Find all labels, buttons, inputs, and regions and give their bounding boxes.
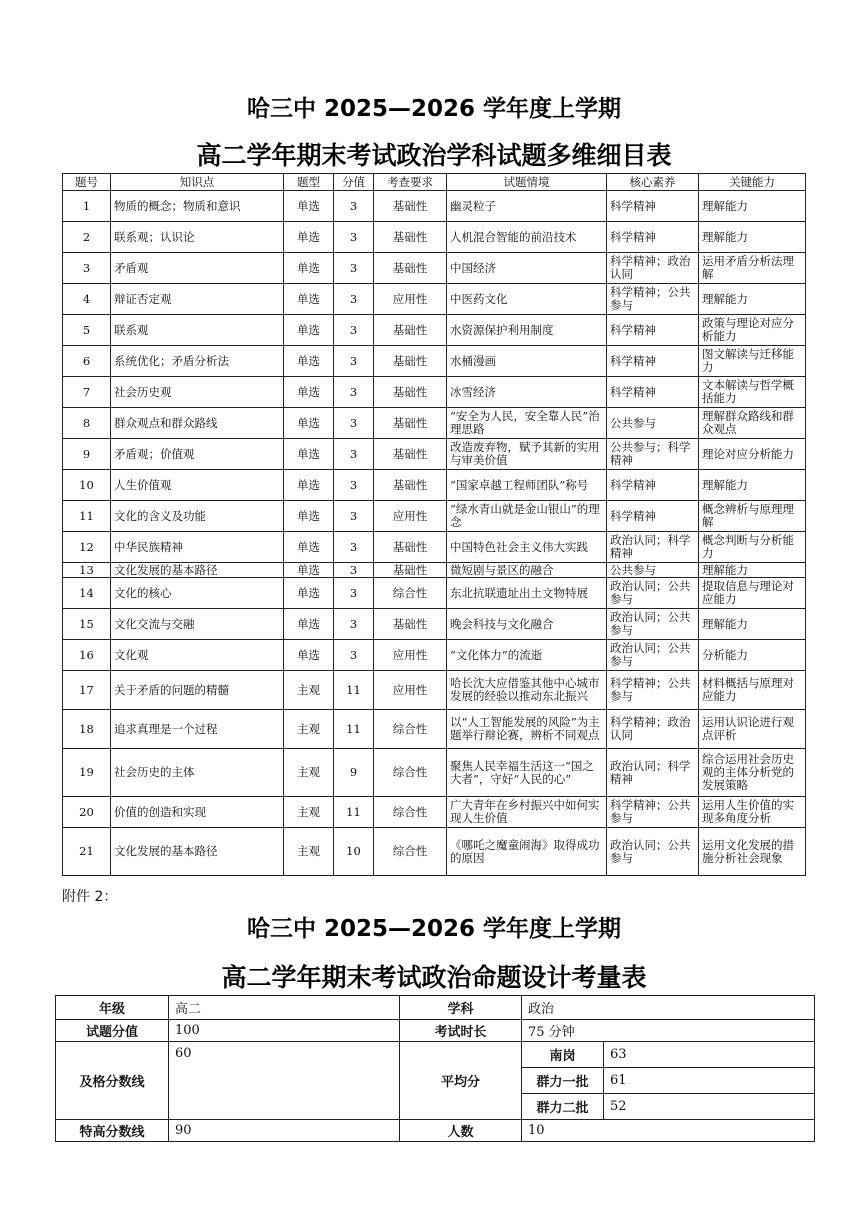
cell-literacy: 政治认同；公共参与 — [607, 828, 699, 876]
avg-value: 52 — [604, 1094, 815, 1120]
cell-ability: 理论对应分析能力 — [699, 439, 806, 470]
cell-ability: 运用矛盾分析法理解 — [699, 253, 806, 284]
cell-type: 单选 — [284, 315, 334, 346]
cell-requirement: 基础性 — [374, 191, 447, 222]
cell-type: 单选 — [284, 408, 334, 439]
cell-knowledge: 矛盾观 — [111, 253, 284, 284]
grade-label: 年级 — [56, 996, 169, 1020]
cell-number: 12 — [63, 532, 111, 563]
high-label: 特高分数线 — [56, 1120, 169, 1142]
cell-score: 3 — [334, 532, 374, 563]
cell-context: 哈长沈大应借鉴其他中心城市发展的经验以推动东北振兴 — [447, 671, 607, 710]
cell-knowledge: 文化的核心 — [111, 578, 284, 609]
cell-literacy: 科学精神；政治认同 — [607, 710, 699, 749]
cell-ability: 图文解读与迁移能力 — [699, 346, 806, 377]
table-row — [63, 749, 806, 797]
cell-type: 主观 — [284, 710, 334, 749]
cell-score: 11 — [334, 710, 374, 749]
design-table — [55, 995, 815, 1142]
cell-requirement: 综合性 — [374, 710, 447, 749]
cell-type: 单选 — [284, 222, 334, 253]
cell-type: 单选 — [284, 532, 334, 563]
cell-literacy: 政治认同；公共参与 — [607, 578, 699, 609]
header-cell: 知识点 — [111, 174, 284, 191]
design-title-line1: 哈三中 2025—2026 学年度上学期 — [246, 916, 622, 942]
cell-ability: 综合运用社会历史观的主体分析党的发展策略 — [699, 749, 806, 797]
cell-requirement: 基础性 — [374, 563, 447, 578]
cell-score: 11 — [334, 671, 374, 710]
cell-ability: 理解能力 — [699, 609, 806, 640]
cell-context: “安全为人民，安全靠人民”治理思路 — [447, 408, 607, 439]
cell-context: 以“人工智能发展的风险”为主题举行辩论赛，辨析不同观点 — [447, 710, 607, 749]
cell-score: 10 — [334, 828, 374, 876]
table-row — [63, 191, 806, 222]
count-value: 10 — [522, 1120, 815, 1142]
cell-number: 16 — [63, 640, 111, 671]
cell-requirement: 综合性 — [374, 797, 447, 828]
cell-context: 中国特色社会主义伟大实践 — [447, 532, 607, 563]
cell-requirement: 基础性 — [374, 315, 447, 346]
cell-knowledge: 矛盾观；价值观 — [111, 439, 284, 470]
cell-type: 单选 — [284, 609, 334, 640]
cell-number: 10 — [63, 470, 111, 501]
cell-ability: 运用人生价值的实现多角度分析 — [699, 797, 806, 828]
table-row — [63, 439, 806, 470]
cell-literacy: 政治认同；公共参与 — [607, 640, 699, 671]
cell-knowledge: 追求真理是一个过程 — [111, 710, 284, 749]
table-row — [63, 563, 806, 578]
cell-requirement: 综合性 — [374, 578, 447, 609]
table-row — [63, 710, 806, 749]
cell-context: 幽灵粒子 — [447, 191, 607, 222]
cell-ability: 提取信息与理论对应能力 — [699, 578, 806, 609]
cell-ability: 政策与理论对应分析能力 — [699, 315, 806, 346]
design-row — [56, 1042, 815, 1068]
cell-score: 3 — [334, 563, 374, 578]
duration-value: 75 分钟 — [522, 1020, 815, 1042]
cell-requirement: 综合性 — [374, 749, 447, 797]
cell-score: 3 — [334, 408, 374, 439]
header-cell: 分值 — [334, 174, 374, 191]
avg-name: 群力二批 — [522, 1094, 604, 1120]
cell-number: 9 — [63, 439, 111, 470]
cell-type: 单选 — [284, 501, 334, 532]
cell-knowledge: 文化交流与交融 — [111, 609, 284, 640]
cell-literacy: 政治认同；公共参与 — [607, 609, 699, 640]
cell-knowledge: 社会历史的主体 — [111, 749, 284, 797]
avg-label: 平均分 — [400, 1042, 522, 1120]
cell-type: 单选 — [284, 191, 334, 222]
cell-score: 3 — [334, 501, 374, 532]
table-row — [63, 284, 806, 315]
cell-literacy: 科学精神 — [607, 191, 699, 222]
cell-requirement: 基础性 — [374, 609, 447, 640]
subject-label: 学科 — [400, 996, 522, 1020]
table-row — [63, 609, 806, 640]
pass-value: 60 — [169, 1042, 400, 1120]
design-row — [56, 1120, 815, 1142]
cell-requirement: 基础性 — [374, 532, 447, 563]
cell-knowledge: 文化发展的基本路径 — [111, 828, 284, 876]
cell-type: 主观 — [284, 828, 334, 876]
cell-score: 3 — [334, 609, 374, 640]
cell-type: 单选 — [284, 346, 334, 377]
cell-context: 水资源保护利用制度 — [447, 315, 607, 346]
cell-knowledge: 中华民族精神 — [111, 532, 284, 563]
high-value: 90 — [169, 1120, 400, 1142]
table-row — [63, 797, 806, 828]
table-row — [63, 377, 806, 408]
cell-context: 中国经济 — [447, 253, 607, 284]
cell-context: 中医药文化 — [447, 284, 607, 315]
table-row — [63, 315, 806, 346]
cell-number: 21 — [63, 828, 111, 876]
count-label: 人数 — [400, 1120, 522, 1142]
header-cell: 题型 — [284, 174, 334, 191]
cell-literacy: 政治认同；科学精神 — [607, 532, 699, 563]
table-row — [63, 408, 806, 439]
cell-knowledge: 联系观 — [111, 315, 284, 346]
cell-number: 7 — [63, 377, 111, 408]
cell-number: 8 — [63, 408, 111, 439]
cell-ability: 运用文化发展的措施分析社会现象 — [699, 828, 806, 876]
table-row — [63, 640, 806, 671]
cell-number: 3 — [63, 253, 111, 284]
avg-value: 63 — [604, 1042, 815, 1068]
cell-ability: 理解能力 — [699, 470, 806, 501]
cell-ability: 分析能力 — [699, 640, 806, 671]
cell-score: 9 — [334, 749, 374, 797]
cell-ability: 理解能力 — [699, 563, 806, 578]
cell-number: 15 — [63, 609, 111, 640]
cell-ability: 文本解读与哲学概括能力 — [699, 377, 806, 408]
cell-knowledge: 社会历史观 — [111, 377, 284, 408]
cell-knowledge: 系统优化；矛盾分析法 — [111, 346, 284, 377]
cell-type: 单选 — [284, 470, 334, 501]
header-cell: 题号 — [63, 174, 111, 191]
header-cell: 试题情境 — [447, 174, 607, 191]
cell-literacy: 科学精神 — [607, 222, 699, 253]
cell-literacy: 科学精神 — [607, 346, 699, 377]
cell-score: 3 — [334, 284, 374, 315]
table-row — [63, 222, 806, 253]
cell-score: 3 — [334, 191, 374, 222]
subject-value: 政治 — [522, 996, 815, 1020]
cell-number: 13 — [63, 563, 111, 578]
avg-value: 61 — [604, 1068, 815, 1094]
attachment-label: 附件 2： — [62, 889, 118, 905]
cell-type: 单选 — [284, 640, 334, 671]
table-header-row — [63, 174, 806, 191]
cell-requirement: 综合性 — [374, 828, 447, 876]
cell-type: 单选 — [284, 439, 334, 470]
score-label: 试题分值 — [56, 1020, 169, 1042]
cell-type: 单选 — [284, 563, 334, 578]
duration-label: 考试时长 — [400, 1020, 522, 1042]
cell-ability: 材料概括与原理对应能力 — [699, 671, 806, 710]
cell-literacy: 科学精神 — [607, 501, 699, 532]
cell-score: 3 — [334, 578, 374, 609]
table-row — [63, 532, 806, 563]
cell-context: “国家卓越工程师团队”称号 — [447, 470, 607, 501]
cell-ability: 理解能力 — [699, 222, 806, 253]
main-title-line1: 哈三中 2025—2026 学年度上学期 — [246, 96, 622, 122]
header-cell: 核心素养 — [607, 174, 699, 191]
cell-ability: 运用认识论进行观点评析 — [699, 710, 806, 749]
cell-number: 5 — [63, 315, 111, 346]
cell-context: “绿水青山就是金山银山”的理念 — [447, 501, 607, 532]
cell-requirement: 基础性 — [374, 222, 447, 253]
cell-knowledge: 物质的概念；物质和意识 — [111, 191, 284, 222]
cell-requirement: 基础性 — [374, 408, 447, 439]
design-row — [56, 1020, 815, 1042]
cell-literacy: 公共参与 — [607, 563, 699, 578]
cell-ability: 概念辨析与原理理解 — [699, 501, 806, 532]
cell-context: 《哪吒之魔童闹海》取得成功的原因 — [447, 828, 607, 876]
cell-knowledge: 辩证否定观 — [111, 284, 284, 315]
cell-score: 3 — [334, 640, 374, 671]
cell-score: 3 — [334, 470, 374, 501]
design-title-line2: 高二学年期末考试政治命题设计考量表 — [221, 963, 647, 992]
table-row — [63, 828, 806, 876]
cell-number: 19 — [63, 749, 111, 797]
cell-literacy: 科学精神；公共参与 — [607, 671, 699, 710]
cell-type: 单选 — [284, 377, 334, 408]
cell-literacy: 科学精神 — [607, 377, 699, 408]
cell-literacy: 科学精神 — [607, 315, 699, 346]
cell-ability: 理解群众路线和群众观点 — [699, 408, 806, 439]
cell-literacy: 科学精神；公共参与 — [607, 797, 699, 828]
cell-ability: 理解能力 — [699, 191, 806, 222]
cell-number: 18 — [63, 710, 111, 749]
table-row — [63, 501, 806, 532]
table-row — [63, 671, 806, 710]
header-cell: 考查要求 — [374, 174, 447, 191]
cell-number: 20 — [63, 797, 111, 828]
cell-number: 17 — [63, 671, 111, 710]
cell-literacy: 政治认同；科学精神 — [607, 749, 699, 797]
header-cell: 关键能力 — [699, 174, 806, 191]
cell-number: 6 — [63, 346, 111, 377]
cell-type: 单选 — [284, 284, 334, 315]
cell-knowledge: 群众观点和群众路线 — [111, 408, 284, 439]
cell-requirement: 基础性 — [374, 470, 447, 501]
cell-knowledge: 联系观；认识论 — [111, 222, 284, 253]
cell-knowledge: 文化发展的基本路径 — [111, 563, 284, 578]
cell-context: 人机混合智能的前沿技术 — [447, 222, 607, 253]
grade-value: 高二 — [169, 996, 400, 1020]
cell-requirement: 应用性 — [374, 501, 447, 532]
cell-literacy: 公共参与；科学精神 — [607, 439, 699, 470]
cell-number: 2 — [63, 222, 111, 253]
cell-requirement: 应用性 — [374, 640, 447, 671]
cell-context: 微短剧与景区的融合 — [447, 563, 607, 578]
cell-context: 聚焦人民幸福生活这一“国之大者”，守好“人民的心” — [447, 749, 607, 797]
score-value: 100 — [169, 1020, 400, 1042]
cell-literacy: 科学精神 — [607, 470, 699, 501]
cell-knowledge: 人生价值观 — [111, 470, 284, 501]
cell-type: 主观 — [284, 671, 334, 710]
cell-score: 3 — [334, 377, 374, 408]
cell-ability: 概念判断与分析能力 — [699, 532, 806, 563]
cell-knowledge: 文化观 — [111, 640, 284, 671]
avg-name: 群力一批 — [522, 1068, 604, 1094]
cell-literacy: 公共参与 — [607, 408, 699, 439]
cell-knowledge: 关于矛盾的问题的精髓 — [111, 671, 284, 710]
cell-context: 改造废弃物，赋予其新的实用与审美价值 — [447, 439, 607, 470]
main-title-line2: 高二学年期末考试政治学科试题多维细目表 — [196, 141, 672, 170]
cell-score: 3 — [334, 253, 374, 284]
cell-requirement: 基础性 — [374, 439, 447, 470]
table-row — [63, 346, 806, 377]
cell-context: “文化体力”的流逝 — [447, 640, 607, 671]
cell-requirement: 应用性 — [374, 671, 447, 710]
cell-number: 1 — [63, 191, 111, 222]
cell-knowledge: 文化的含义及功能 — [111, 501, 284, 532]
cell-number: 11 — [63, 501, 111, 532]
cell-literacy: 科学精神；政治认同 — [607, 253, 699, 284]
cell-score: 11 — [334, 797, 374, 828]
pass-label: 及格分数线 — [56, 1042, 169, 1120]
cell-score: 3 — [334, 315, 374, 346]
cell-type: 单选 — [284, 578, 334, 609]
cell-score: 3 — [334, 222, 374, 253]
cell-literacy: 科学精神；公共参与 — [607, 284, 699, 315]
cell-number: 4 — [63, 284, 111, 315]
cell-knowledge: 价值的创造和实现 — [111, 797, 284, 828]
cell-type: 主观 — [284, 797, 334, 828]
table-row — [63, 470, 806, 501]
multidimensional-table — [62, 173, 806, 876]
cell-context: 东北抗联遗址出土文物特展 — [447, 578, 607, 609]
table-row — [63, 253, 806, 284]
cell-context: 水桶漫画 — [447, 346, 607, 377]
cell-context: 广大青年在乡村振兴中如何实现人生价值 — [447, 797, 607, 828]
table-row — [63, 578, 806, 609]
avg-name: 南岗 — [522, 1042, 604, 1068]
cell-context: 晚会科技与文化融合 — [447, 609, 607, 640]
cell-score: 3 — [334, 439, 374, 470]
cell-ability: 理解能力 — [699, 284, 806, 315]
design-row — [56, 996, 815, 1020]
cell-type: 主观 — [284, 749, 334, 797]
cell-requirement: 基础性 — [374, 377, 447, 408]
cell-requirement: 基础性 — [374, 253, 447, 284]
cell-requirement: 应用性 — [374, 284, 447, 315]
cell-type: 单选 — [284, 253, 334, 284]
cell-requirement: 基础性 — [374, 346, 447, 377]
cell-number: 14 — [63, 578, 111, 609]
cell-score: 3 — [334, 346, 374, 377]
cell-context: 冰雪经济 — [447, 377, 607, 408]
